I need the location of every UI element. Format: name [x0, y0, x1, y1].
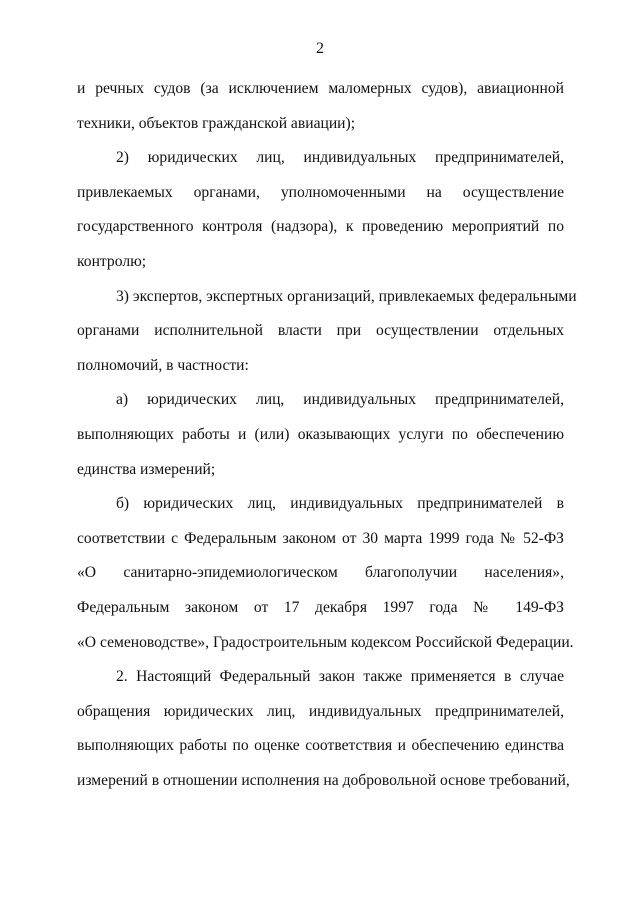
text-line: б) юридических лиц, индивидуальных предпринимателей в: [116, 495, 564, 513]
text-line: органами исполнительной власти при осуществлении отдельных: [77, 322, 564, 340]
text-line: выполняющих работы и (или) оказывающих услуги по обеспечению: [77, 425, 564, 443]
document-body: [77, 72, 577, 798]
text-line: 2) юридических лиц, индивидуальных предпринимателей,: [116, 149, 564, 167]
text-line: техники, объектов гражданской авиации);: [77, 114, 356, 132]
text-line: Федеральным законом от 17 декабря 1997 года № 149-ФЗ: [77, 598, 564, 616]
page-number: 2: [316, 40, 324, 57]
text-line: полномочий, в частности:: [77, 356, 249, 374]
text-line: «О семеноводстве», Градостроительным кодексом Российской Федерации.: [77, 633, 574, 651]
text-line: привлекаемых органами, уполномоченными на осуществление: [77, 183, 564, 201]
text-line: измерений в отношении исполнения на добровольной основе требований,: [77, 771, 570, 789]
text-line: контролю;: [77, 252, 147, 270]
text-line: а) юридических лиц, индивидуальных предпринимателей,: [116, 391, 564, 409]
text-line: соответствии с Федеральным законом от 30 марта 1999 года № 52-ФЗ: [77, 529, 564, 547]
text-line: 3) экспертов, экспертных организаций, привлекаемых федеральными: [116, 287, 577, 305]
text-line: 2. Настоящий Федеральный закон также применяется в случае: [116, 668, 564, 686]
text-line: единства измерений;: [77, 460, 216, 478]
text-line: и речных судов (за исключением маломерных судов), авиационной: [77, 80, 564, 97]
text-line: «О санитарно-эпидемиологическом благополучии населения»,: [77, 564, 564, 582]
text-line: выполняющих работы по оценке соответствия и обеспечению единства: [77, 737, 564, 755]
text-line: обращения юридических лиц, индивидуальных предпринимателей,: [77, 702, 564, 720]
text-line: государственного контроля (надзора), к проведению мероприятий по: [77, 218, 564, 236]
